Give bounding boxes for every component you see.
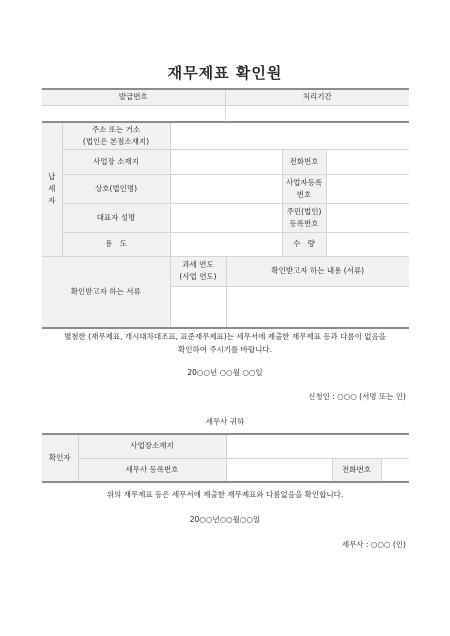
confirmer-phone-label: 전화번호	[332, 458, 381, 482]
reg-no-label: 세무사 등록번호	[78, 458, 226, 482]
taxpayer-table	[42, 121, 409, 329]
tax-year-label-line2: (사업 연도)	[179, 272, 217, 281]
office-location-label: 사업장소재지	[78, 434, 226, 458]
tax-accountant-signature: 세무사 : ○○○ (인)	[341, 540, 406, 549]
confirm-statement: 위의 재무제표 등은 세무서에 제출한 재무제표와 다름없음을 확인합니다.	[106, 490, 344, 499]
confirmer-phone-value[interactable]	[381, 458, 409, 482]
tax-year-value[interactable]	[170, 286, 226, 328]
issue-no-label: 발급번호	[42, 89, 225, 105]
biz-reg-no-label	[282, 174, 326, 203]
business-location-label: 사업장 소재지	[62, 149, 170, 174]
taxpayer-label-char: 납	[48, 172, 56, 182]
application-date: 20○○년 ○○월 ○○일	[187, 368, 263, 377]
company-name-label: 상호(법인명)	[62, 174, 170, 203]
processing-period-value[interactable]	[225, 105, 409, 121]
address-label-line1: 주소 또는 거소	[91, 124, 141, 134]
resident-no-label	[282, 203, 326, 232]
confirm-date: 20○○년○○월○○일	[189, 515, 261, 524]
phone-label: 전화번호	[282, 149, 326, 174]
document-title: 재무제표 확인원	[167, 64, 283, 82]
biz-reg-no-label-line2: 번호	[296, 189, 312, 199]
phone-value[interactable]	[326, 149, 409, 174]
address-value[interactable]	[170, 122, 409, 149]
confirmer-table	[42, 433, 409, 483]
quantity-label: 수 량	[282, 232, 326, 256]
addressee: 세무사 귀하	[205, 417, 245, 426]
purpose-label: 용 도	[62, 232, 170, 256]
documents-content-label: 확인받고자 하는 내용 (서류)	[226, 256, 409, 286]
applicant-signature: 신청인 : ○○○ (서명 또는 인)	[308, 392, 406, 401]
documents-content-value[interactable]	[226, 286, 409, 328]
statement-line2: 확인하여 주시기를 바랍니다.	[177, 345, 273, 354]
confirmer-section-label: 확인자	[42, 434, 78, 482]
resident-no-value[interactable]	[326, 203, 409, 232]
representative-value[interactable]	[170, 203, 282, 232]
taxpayer-label-char: 자	[48, 196, 56, 206]
reg-no-value[interactable]	[226, 458, 332, 482]
header-table	[42, 88, 409, 122]
documents-label: 확인받고자 하는 서류	[42, 256, 170, 328]
office-location-value[interactable]	[226, 434, 409, 458]
resident-no-label-line2: 등록번호	[289, 218, 319, 228]
biz-reg-no-label-line1: 사업자등록	[285, 177, 323, 187]
business-location-value[interactable]	[170, 149, 282, 174]
quantity-value[interactable]	[326, 232, 409, 256]
resident-no-label-line1: 주민(법인)	[286, 206, 322, 216]
company-name-value[interactable]	[170, 174, 282, 203]
biz-reg-no-value[interactable]	[326, 174, 409, 203]
tax-year-label-line1: 과세 연도	[182, 260, 214, 269]
address-label	[62, 122, 170, 149]
statement-line1: 별첨한 (재무제표, 개시대차대조표, 표준재무제표)는 세무서에 제출한 재무제표 등과 다름이 없음을	[64, 332, 386, 341]
issue-no-value[interactable]	[42, 105, 225, 121]
taxpayer-label-char: 세	[48, 184, 56, 194]
representative-label: 대표자 성명	[62, 203, 170, 232]
tax-year-label	[170, 256, 226, 286]
processing-period-label: 처리기간	[225, 89, 409, 105]
address-label-line2: (법인은 본점소재지)	[82, 136, 150, 146]
taxpayer-section-label	[42, 122, 62, 256]
purpose-value[interactable]	[170, 232, 282, 256]
